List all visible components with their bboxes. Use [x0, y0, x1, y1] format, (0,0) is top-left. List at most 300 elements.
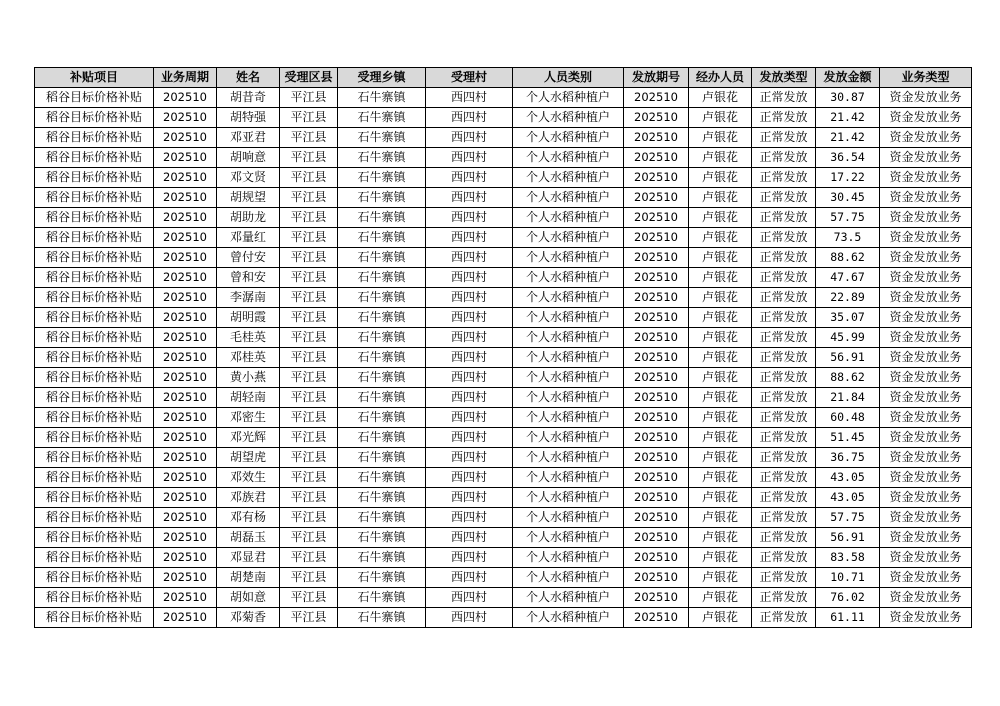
cell-issue-number: 202510: [624, 608, 689, 628]
cell-subsidy-item: 稻谷目标价格补贴: [35, 308, 154, 328]
cell-township: 石牛寨镇: [338, 468, 426, 488]
cell-issue-number: 202510: [624, 148, 689, 168]
cell-person-category: 个人水稻种植户: [513, 348, 624, 368]
cell-name: 曾付安: [217, 248, 280, 268]
cell-township: 石牛寨镇: [338, 308, 426, 328]
cell-issue-number: 202510: [624, 468, 689, 488]
cell-business-period: 202510: [154, 488, 217, 508]
cell-business-period: 202510: [154, 608, 217, 628]
cell-issue-type: 正常发放: [752, 108, 816, 128]
cell-business-period: 202510: [154, 328, 217, 348]
cell-subsidy-item: 稻谷目标价格补贴: [35, 408, 154, 428]
cell-business-period: 202510: [154, 468, 217, 488]
cell-business-type: 资金发放业务: [880, 468, 972, 488]
cell-subsidy-item: 稻谷目标价格补贴: [35, 128, 154, 148]
column-header-issue-number: 发放期号: [624, 68, 689, 88]
cell-business-type: 资金发放业务: [880, 548, 972, 568]
cell-village: 西四村: [426, 468, 513, 488]
table-row: [35, 368, 972, 388]
cell-business-type: 资金发放业务: [880, 88, 972, 108]
cell-business-period: 202510: [154, 588, 217, 608]
cell-issue-number: 202510: [624, 588, 689, 608]
cell-township: 石牛寨镇: [338, 348, 426, 368]
cell-village: 西四村: [426, 288, 513, 308]
cell-township: 石牛寨镇: [338, 548, 426, 568]
table-row: [35, 88, 972, 108]
cell-name: 邓效生: [217, 468, 280, 488]
cell-village: 西四村: [426, 328, 513, 348]
cell-business-period: 202510: [154, 268, 217, 288]
cell-issue-type: 正常发放: [752, 468, 816, 488]
cell-district: 平江县: [280, 508, 338, 528]
cell-issue-number: 202510: [624, 528, 689, 548]
cell-issue-type: 正常发放: [752, 448, 816, 468]
cell-district: 平江县: [280, 548, 338, 568]
cell-business-type: 资金发放业务: [880, 328, 972, 348]
cell-district: 平江县: [280, 408, 338, 428]
cell-subsidy-item: 稻谷目标价格补贴: [35, 368, 154, 388]
cell-business-type: 资金发放业务: [880, 148, 972, 168]
cell-village: 西四村: [426, 488, 513, 508]
cell-issue-amount: 83.58: [816, 548, 880, 568]
cell-township: 石牛寨镇: [338, 428, 426, 448]
cell-name: 胡轻南: [217, 388, 280, 408]
cell-subsidy-item: 稻谷目标价格补贴: [35, 508, 154, 528]
cell-issue-type: 正常发放: [752, 508, 816, 528]
cell-village: 西四村: [426, 568, 513, 588]
cell-issue-number: 202510: [624, 288, 689, 308]
cell-issue-number: 202510: [624, 268, 689, 288]
cell-person-category: 个人水稻种植户: [513, 428, 624, 448]
cell-subsidy-item: 稻谷目标价格补贴: [35, 388, 154, 408]
column-header-business-type: 业务类型: [880, 68, 972, 88]
cell-name: 胡明霞: [217, 308, 280, 328]
cell-district: 平江县: [280, 288, 338, 308]
table-row: [35, 288, 972, 308]
cell-subsidy-item: 稻谷目标价格补贴: [35, 548, 154, 568]
cell-person-category: 个人水稻种植户: [513, 588, 624, 608]
cell-issue-amount: 51.45: [816, 428, 880, 448]
cell-township: 石牛寨镇: [338, 488, 426, 508]
cell-issue-amount: 88.62: [816, 368, 880, 388]
cell-township: 石牛寨镇: [338, 368, 426, 388]
column-header-township: 受理乡镇: [338, 68, 426, 88]
cell-district: 平江县: [280, 248, 338, 268]
cell-operator: 卢银花: [689, 528, 752, 548]
cell-person-category: 个人水稻种植户: [513, 288, 624, 308]
cell-business-period: 202510: [154, 188, 217, 208]
cell-village: 西四村: [426, 448, 513, 468]
cell-name: 胡昔奇: [217, 88, 280, 108]
cell-business-period: 202510: [154, 248, 217, 268]
cell-business-period: 202510: [154, 368, 217, 388]
cell-issue-number: 202510: [624, 368, 689, 388]
table-row: [35, 168, 972, 188]
cell-district: 平江县: [280, 328, 338, 348]
cell-business-period: 202510: [154, 548, 217, 568]
cell-issue-type: 正常发放: [752, 528, 816, 548]
cell-district: 平江县: [280, 88, 338, 108]
cell-subsidy-item: 稻谷目标价格补贴: [35, 528, 154, 548]
cell-township: 石牛寨镇: [338, 168, 426, 188]
cell-subsidy-item: 稻谷目标价格补贴: [35, 328, 154, 348]
cell-subsidy-item: 稻谷目标价格补贴: [35, 348, 154, 368]
cell-issue-type: 正常发放: [752, 168, 816, 188]
cell-issue-number: 202510: [624, 448, 689, 468]
cell-village: 西四村: [426, 388, 513, 408]
cell-business-period: 202510: [154, 408, 217, 428]
cell-subsidy-item: 稻谷目标价格补贴: [35, 488, 154, 508]
cell-issue-number: 202510: [624, 208, 689, 228]
column-header-person-category: 人员类别: [513, 68, 624, 88]
cell-issue-amount: 21.84: [816, 388, 880, 408]
cell-district: 平江县: [280, 428, 338, 448]
cell-township: 石牛寨镇: [338, 228, 426, 248]
cell-village: 西四村: [426, 588, 513, 608]
cell-operator: 卢银花: [689, 208, 752, 228]
cell-business-period: 202510: [154, 148, 217, 168]
cell-business-type: 资金发放业务: [880, 508, 972, 528]
cell-village: 西四村: [426, 88, 513, 108]
cell-operator: 卢银花: [689, 608, 752, 628]
table-row: [35, 388, 972, 408]
cell-village: 西四村: [426, 508, 513, 528]
cell-name: 邓菊香: [217, 608, 280, 628]
cell-business-type: 资金发放业务: [880, 188, 972, 208]
cell-issue-type: 正常发放: [752, 608, 816, 628]
cell-issue-amount: 60.48: [816, 408, 880, 428]
cell-name: 胡特强: [217, 108, 280, 128]
column-header-name: 姓名: [217, 68, 280, 88]
table-row: [35, 608, 972, 628]
cell-name: 黄小燕: [217, 368, 280, 388]
cell-subsidy-item: 稻谷目标价格补贴: [35, 88, 154, 108]
cell-person-category: 个人水稻种植户: [513, 128, 624, 148]
cell-business-period: 202510: [154, 308, 217, 328]
cell-operator: 卢银花: [689, 588, 752, 608]
cell-issue-amount: 76.02: [816, 588, 880, 608]
cell-business-type: 资金发放业务: [880, 248, 972, 268]
cell-issue-number: 202510: [624, 488, 689, 508]
table-row: [35, 548, 972, 568]
table-row: [35, 408, 972, 428]
cell-issue-type: 正常发放: [752, 88, 816, 108]
cell-operator: 卢银花: [689, 388, 752, 408]
cell-name: 胡磊玉: [217, 528, 280, 548]
cell-village: 西四村: [426, 548, 513, 568]
cell-subsidy-item: 稻谷目标价格补贴: [35, 468, 154, 488]
cell-issue-number: 202510: [624, 168, 689, 188]
cell-village: 西四村: [426, 368, 513, 388]
cell-business-type: 资金发放业务: [880, 368, 972, 388]
cell-person-category: 个人水稻种植户: [513, 508, 624, 528]
cell-issue-type: 正常发放: [752, 388, 816, 408]
cell-person-category: 个人水稻种植户: [513, 488, 624, 508]
cell-name: 胡规望: [217, 188, 280, 208]
cell-name: 邓密生: [217, 408, 280, 428]
cell-issue-amount: 17.22: [816, 168, 880, 188]
cell-business-type: 资金发放业务: [880, 228, 972, 248]
table-row: [35, 468, 972, 488]
cell-person-category: 个人水稻种植户: [513, 528, 624, 548]
table-row: [35, 348, 972, 368]
cell-person-category: 个人水稻种植户: [513, 208, 624, 228]
table-row: [35, 308, 972, 328]
cell-issue-amount: 73.5: [816, 228, 880, 248]
cell-person-category: 个人水稻种植户: [513, 168, 624, 188]
column-header-village: 受理村: [426, 68, 513, 88]
table-row: [35, 568, 972, 588]
cell-township: 石牛寨镇: [338, 528, 426, 548]
cell-issue-amount: 36.75: [816, 448, 880, 468]
cell-village: 西四村: [426, 108, 513, 128]
cell-issue-amount: 21.42: [816, 108, 880, 128]
cell-issue-amount: 21.42: [816, 128, 880, 148]
cell-person-category: 个人水稻种植户: [513, 88, 624, 108]
table-row: [35, 428, 972, 448]
cell-village: 西四村: [426, 428, 513, 448]
cell-issue-number: 202510: [624, 388, 689, 408]
cell-name: 邓文贤: [217, 168, 280, 188]
cell-issue-type: 正常发放: [752, 128, 816, 148]
cell-business-type: 资金发放业务: [880, 108, 972, 128]
cell-name: 曾和安: [217, 268, 280, 288]
cell-business-type: 资金发放业务: [880, 568, 972, 588]
cell-district: 平江县: [280, 388, 338, 408]
cell-village: 西四村: [426, 228, 513, 248]
cell-village: 西四村: [426, 308, 513, 328]
cell-issue-number: 202510: [624, 508, 689, 528]
cell-issue-amount: 57.75: [816, 208, 880, 228]
cell-person-category: 个人水稻种植户: [513, 248, 624, 268]
cell-name: 邓亚君: [217, 128, 280, 148]
cell-business-period: 202510: [154, 88, 217, 108]
cell-business-period: 202510: [154, 128, 217, 148]
cell-business-period: 202510: [154, 168, 217, 188]
cell-business-period: 202510: [154, 528, 217, 548]
cell-subsidy-item: 稻谷目标价格补贴: [35, 208, 154, 228]
cell-township: 石牛寨镇: [338, 148, 426, 168]
cell-business-type: 资金发放业务: [880, 448, 972, 468]
cell-business-period: 202510: [154, 288, 217, 308]
cell-business-type: 资金发放业务: [880, 428, 972, 448]
cell-business-type: 资金发放业务: [880, 388, 972, 408]
column-header-business-period: 业务周期: [154, 68, 217, 88]
cell-issue-amount: 45.99: [816, 328, 880, 348]
cell-business-type: 资金发放业务: [880, 288, 972, 308]
cell-business-type: 资金发放业务: [880, 308, 972, 328]
cell-issue-amount: 56.91: [816, 528, 880, 548]
cell-village: 西四村: [426, 248, 513, 268]
cell-issue-type: 正常发放: [752, 368, 816, 388]
cell-operator: 卢银花: [689, 468, 752, 488]
cell-operator: 卢银花: [689, 188, 752, 208]
table-row: [35, 148, 972, 168]
cell-district: 平江县: [280, 268, 338, 288]
cell-district: 平江县: [280, 588, 338, 608]
table-row: [35, 528, 972, 548]
cell-issue-amount: 47.67: [816, 268, 880, 288]
cell-district: 平江县: [280, 148, 338, 168]
cell-person-category: 个人水稻种植户: [513, 148, 624, 168]
cell-district: 平江县: [280, 188, 338, 208]
cell-township: 石牛寨镇: [338, 288, 426, 308]
cell-business-type: 资金发放业务: [880, 608, 972, 628]
table-row: [35, 448, 972, 468]
cell-issue-amount: 30.87: [816, 88, 880, 108]
cell-issue-amount: 30.45: [816, 188, 880, 208]
cell-subsidy-item: 稻谷目标价格补贴: [35, 568, 154, 588]
cell-name: 胡如意: [217, 588, 280, 608]
cell-issue-amount: 61.11: [816, 608, 880, 628]
cell-operator: 卢银花: [689, 568, 752, 588]
header-row: [35, 68, 972, 88]
cell-subsidy-item: 稻谷目标价格补贴: [35, 288, 154, 308]
cell-issue-number: 202510: [624, 428, 689, 448]
table-row: [35, 488, 972, 508]
cell-name: 胡望虎: [217, 448, 280, 468]
cell-person-category: 个人水稻种植户: [513, 228, 624, 248]
cell-operator: 卢银花: [689, 408, 752, 428]
cell-district: 平江县: [280, 488, 338, 508]
cell-issue-type: 正常发放: [752, 408, 816, 428]
cell-township: 石牛寨镇: [338, 588, 426, 608]
cell-township: 石牛寨镇: [338, 188, 426, 208]
cell-issue-number: 202510: [624, 108, 689, 128]
cell-village: 西四村: [426, 208, 513, 228]
cell-issue-number: 202510: [624, 308, 689, 328]
column-header-operator: 经办人员: [689, 68, 752, 88]
cell-operator: 卢银花: [689, 228, 752, 248]
cell-township: 石牛寨镇: [338, 248, 426, 268]
cell-name: 邓桂英: [217, 348, 280, 368]
cell-person-category: 个人水稻种植户: [513, 328, 624, 348]
cell-business-type: 资金发放业务: [880, 128, 972, 148]
cell-subsidy-item: 稻谷目标价格补贴: [35, 148, 154, 168]
cell-township: 石牛寨镇: [338, 128, 426, 148]
cell-business-period: 202510: [154, 568, 217, 588]
cell-district: 平江县: [280, 608, 338, 628]
cell-issue-amount: 57.75: [816, 508, 880, 528]
cell-village: 西四村: [426, 408, 513, 428]
cell-issue-amount: 43.05: [816, 468, 880, 488]
cell-operator: 卢银花: [689, 548, 752, 568]
cell-township: 石牛寨镇: [338, 268, 426, 288]
cell-person-category: 个人水稻种植户: [513, 388, 624, 408]
cell-operator: 卢银花: [689, 488, 752, 508]
cell-name: 胡楚南: [217, 568, 280, 588]
cell-issue-type: 正常发放: [752, 288, 816, 308]
cell-business-period: 202510: [154, 428, 217, 448]
cell-operator: 卢银花: [689, 308, 752, 328]
cell-subsidy-item: 稻谷目标价格补贴: [35, 108, 154, 128]
cell-issue-amount: 35.07: [816, 308, 880, 328]
cell-business-type: 资金发放业务: [880, 588, 972, 608]
cell-issue-number: 202510: [624, 328, 689, 348]
cell-issue-number: 202510: [624, 568, 689, 588]
table-row: [35, 588, 972, 608]
cell-operator: 卢银花: [689, 368, 752, 388]
cell-subsidy-item: 稻谷目标价格补贴: [35, 248, 154, 268]
cell-issue-type: 正常发放: [752, 148, 816, 168]
cell-district: 平江县: [280, 168, 338, 188]
table-row: [35, 208, 972, 228]
table-row: [35, 248, 972, 268]
cell-business-period: 202510: [154, 228, 217, 248]
cell-issue-amount: 56.91: [816, 348, 880, 368]
cell-name: 邓量红: [217, 228, 280, 248]
cell-district: 平江县: [280, 468, 338, 488]
cell-village: 西四村: [426, 348, 513, 368]
cell-issue-number: 202510: [624, 88, 689, 108]
cell-issue-amount: 36.54: [816, 148, 880, 168]
cell-village: 西四村: [426, 528, 513, 548]
cell-subsidy-item: 稻谷目标价格补贴: [35, 608, 154, 628]
cell-name: 毛桂英: [217, 328, 280, 348]
cell-person-category: 个人水稻种植户: [513, 548, 624, 568]
cell-person-category: 个人水稻种植户: [513, 308, 624, 328]
cell-township: 石牛寨镇: [338, 448, 426, 468]
cell-district: 平江县: [280, 128, 338, 148]
cell-person-category: 个人水稻种植户: [513, 448, 624, 468]
cell-person-category: 个人水稻种植户: [513, 408, 624, 428]
cell-village: 西四村: [426, 148, 513, 168]
cell-name: 李潺南: [217, 288, 280, 308]
cell-subsidy-item: 稻谷目标价格补贴: [35, 448, 154, 468]
cell-business-period: 202510: [154, 208, 217, 228]
cell-name: 胡助龙: [217, 208, 280, 228]
cell-village: 西四村: [426, 188, 513, 208]
cell-issue-type: 正常发放: [752, 248, 816, 268]
cell-township: 石牛寨镇: [338, 508, 426, 528]
table-row: [35, 188, 972, 208]
cell-operator: 卢银花: [689, 428, 752, 448]
cell-issue-type: 正常发放: [752, 348, 816, 368]
cell-village: 西四村: [426, 268, 513, 288]
cell-district: 平江县: [280, 448, 338, 468]
cell-subsidy-item: 稻谷目标价格补贴: [35, 188, 154, 208]
table-row: [35, 268, 972, 288]
table-row: [35, 228, 972, 248]
cell-business-period: 202510: [154, 508, 217, 528]
cell-subsidy-item: 稻谷目标价格补贴: [35, 588, 154, 608]
cell-operator: 卢银花: [689, 248, 752, 268]
cell-village: 西四村: [426, 128, 513, 148]
cell-person-category: 个人水稻种植户: [513, 368, 624, 388]
cell-subsidy-item: 稻谷目标价格补贴: [35, 168, 154, 188]
cell-person-category: 个人水稻种植户: [513, 268, 624, 288]
subsidy-table: [34, 67, 972, 628]
cell-village: 西四村: [426, 608, 513, 628]
cell-issue-amount: 10.71: [816, 568, 880, 588]
cell-township: 石牛寨镇: [338, 88, 426, 108]
cell-business-type: 资金发放业务: [880, 488, 972, 508]
cell-district: 平江县: [280, 308, 338, 328]
cell-district: 平江县: [280, 108, 338, 128]
cell-township: 石牛寨镇: [338, 568, 426, 588]
cell-district: 平江县: [280, 368, 338, 388]
cell-operator: 卢银花: [689, 108, 752, 128]
cell-name: 邓有杨: [217, 508, 280, 528]
cell-district: 平江县: [280, 348, 338, 368]
cell-business-type: 资金发放业务: [880, 168, 972, 188]
cell-issue-type: 正常发放: [752, 328, 816, 348]
cell-issue-type: 正常发放: [752, 228, 816, 248]
cell-name: 邓光辉: [217, 428, 280, 448]
cell-issue-type: 正常发放: [752, 588, 816, 608]
cell-township: 石牛寨镇: [338, 208, 426, 228]
column-header-subsidy-item: 补贴项目: [35, 68, 154, 88]
